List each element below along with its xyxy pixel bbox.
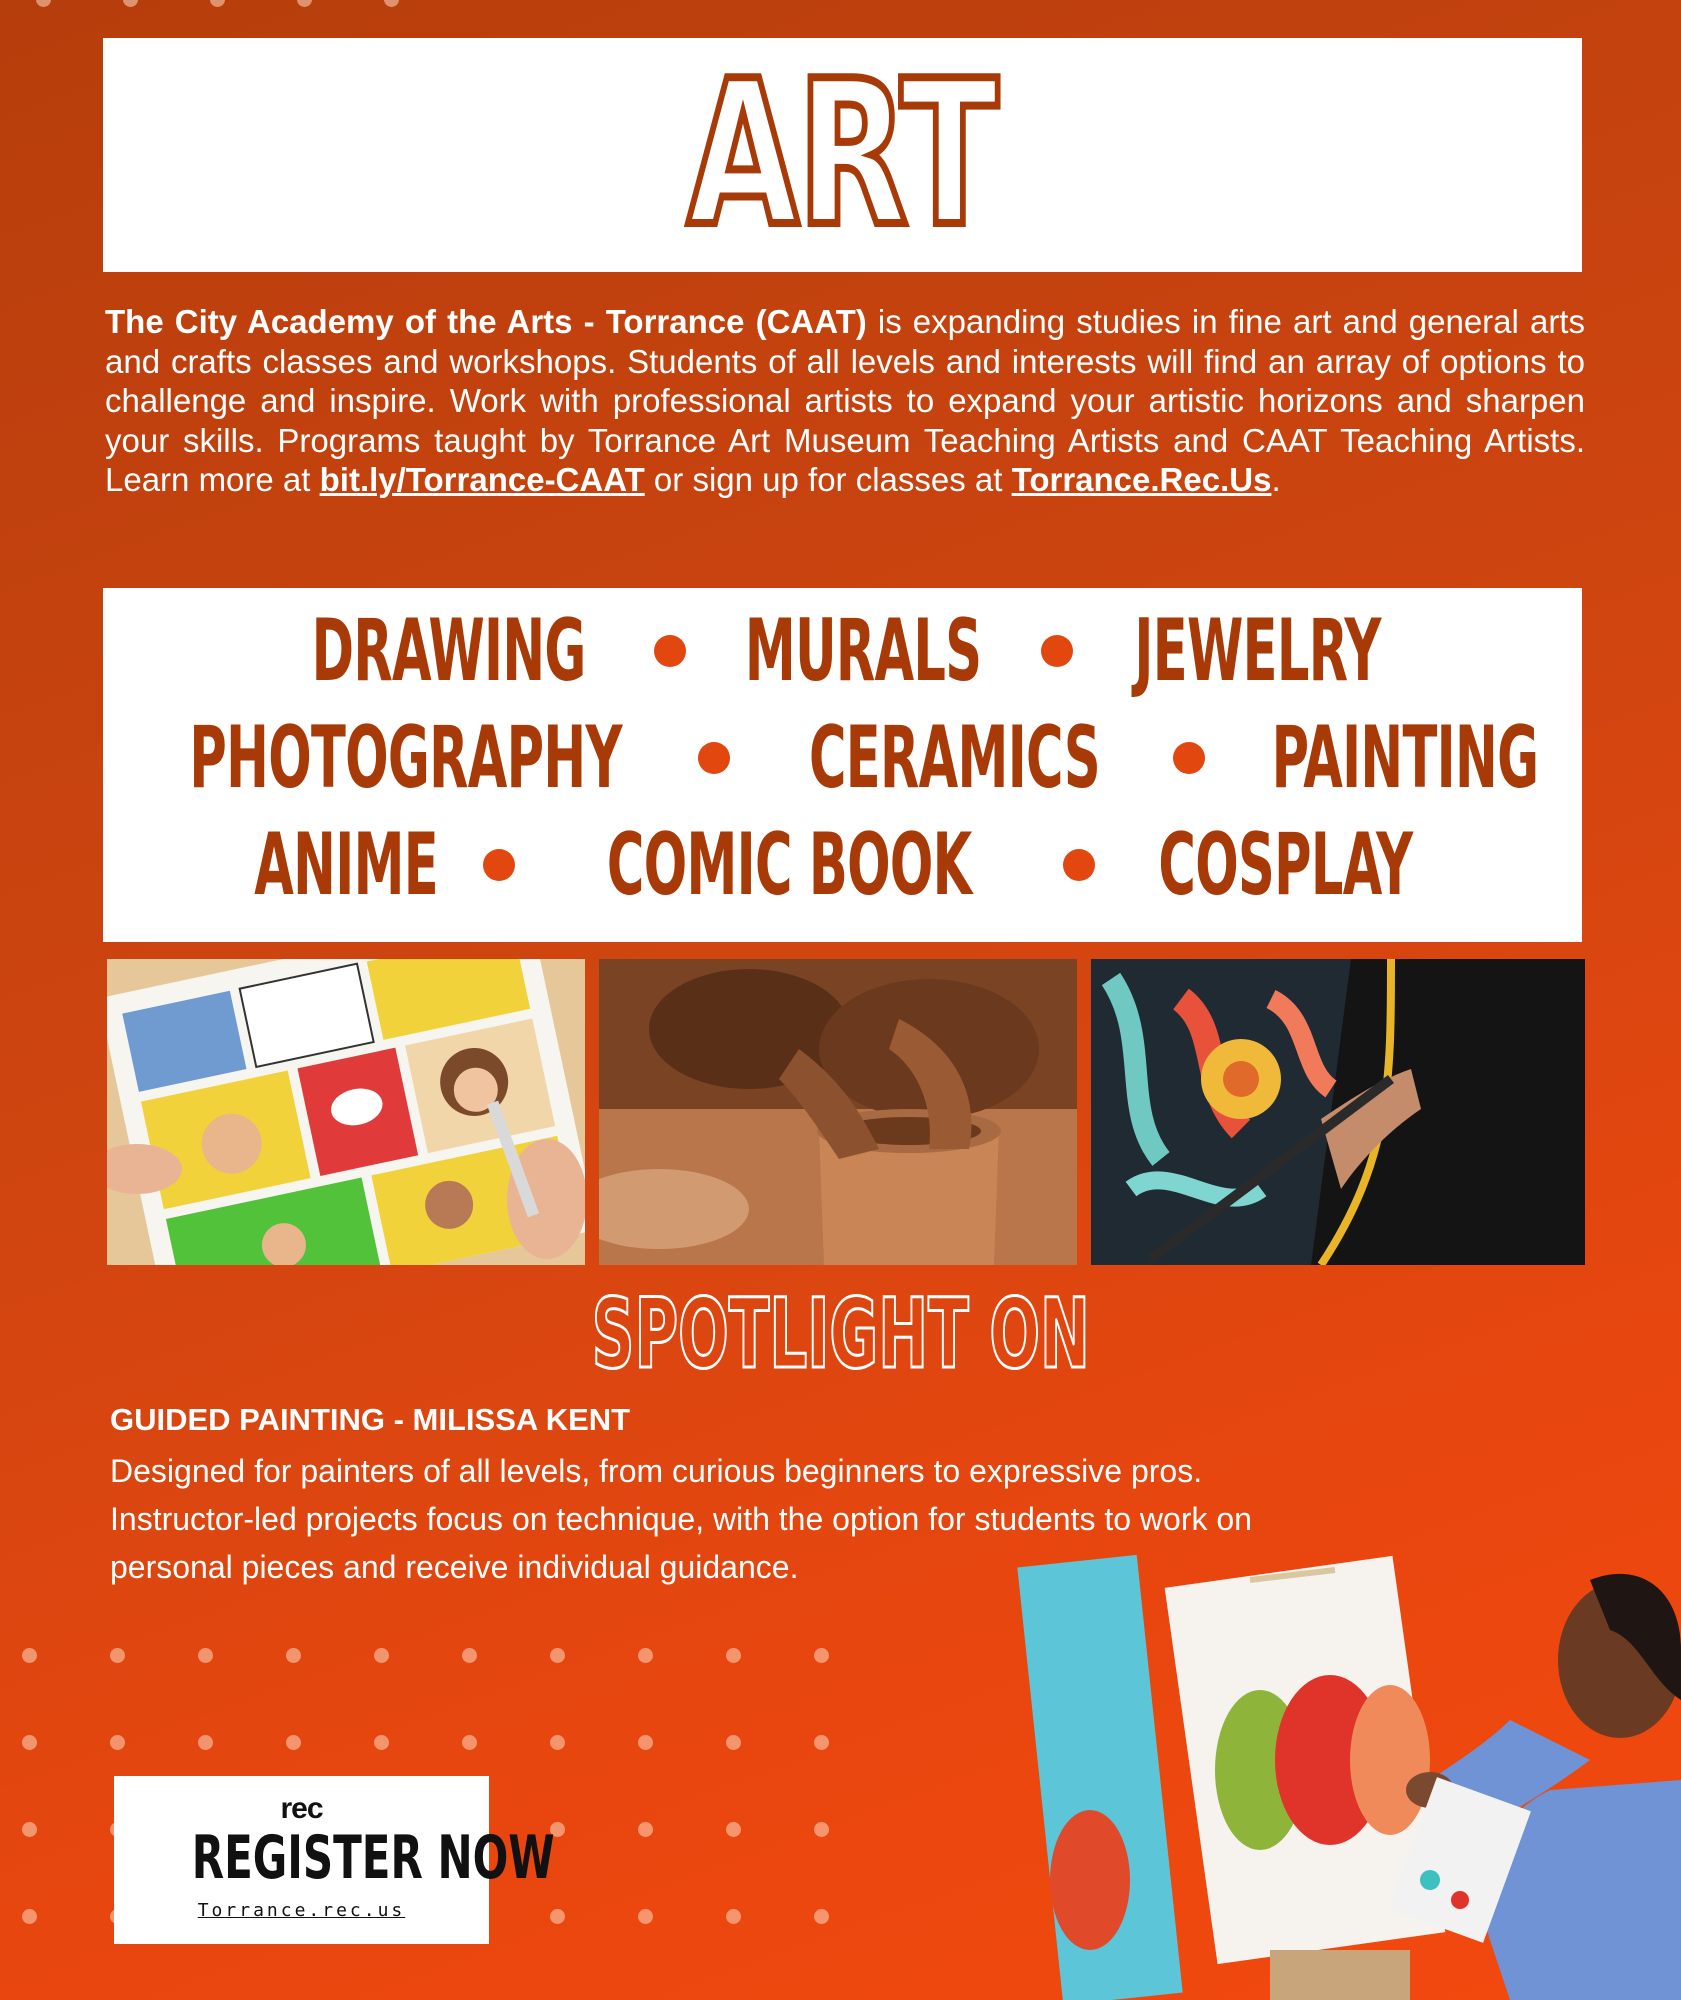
- category-item: ANIME: [253, 815, 438, 915]
- comic-book-photo: [107, 959, 585, 1265]
- intro-text-1: is expanding studies in fine art and general arts and crafts classes and workshops. Students of all levels and interests will find an array of options to challenge and inspire. Work with professional artists to expand your artistic horizons and sharpen your skills. Programs taught by Torrance Art Museum Teaching Artists and CAAT Teaching Artists. Learn more at: [105, 303, 1585, 498]
- painter-photo: [990, 1460, 1681, 2000]
- intro-paragraph: [105, 302, 1585, 500]
- caat-info-link[interactable]: bit.ly/Torrance-CAAT: [319, 461, 645, 498]
- category-item: PAINTING: [1271, 708, 1538, 808]
- decorative-dot: [110, 1735, 125, 1750]
- category-item: MURALS: [745, 601, 982, 701]
- categories-row-1: [103, 601, 1582, 701]
- decorative-dot: [462, 1648, 477, 1663]
- decorative-dot: [286, 1648, 301, 1663]
- category-item: JEWELRY: [1134, 601, 1381, 701]
- decorative-dot: [726, 1648, 741, 1663]
- bullet-dot: [483, 849, 515, 881]
- decorative-dot: [462, 1735, 477, 1750]
- decorative-dot: [638, 1735, 653, 1750]
- intro-text-2: or sign up for classes at: [644, 461, 1012, 498]
- bullet-dot: [1063, 849, 1095, 881]
- register-label: REGISTER NOW: [191, 1823, 555, 1893]
- decorative-dot: [384, 0, 399, 7]
- decorative-dot: [638, 1909, 653, 1924]
- decorative-dot: [374, 1735, 389, 1750]
- category-item: DRAWING: [311, 601, 586, 701]
- decorative-dot: [198, 1735, 213, 1750]
- decorative-dot: [110, 1648, 125, 1663]
- org-name: The City Academy of the Arts - Torrance (CAAT): [105, 303, 867, 340]
- decorative-dot: [814, 1909, 829, 1924]
- intro-text-3: .: [1271, 461, 1281, 498]
- register-now-button[interactable]: [114, 1776, 555, 1944]
- decorative-dot: [550, 1909, 565, 1924]
- bullet-dot: [1173, 742, 1205, 774]
- category-item: CERAMICS: [808, 708, 1100, 808]
- category-item: COSPLAY: [1158, 815, 1413, 915]
- decorative-dot: [198, 1648, 213, 1663]
- decorative-dot: [814, 1735, 829, 1750]
- categories-row-2: [103, 708, 1582, 808]
- categories-row-3: [103, 815, 1582, 915]
- decorative-dot: [726, 1822, 741, 1837]
- bullet-dot: [698, 742, 730, 774]
- decorative-dot: [297, 0, 312, 7]
- rec-logo: rec: [280, 1792, 323, 1825]
- decorative-dot: [638, 1822, 653, 1837]
- decorative-dot: [22, 1822, 37, 1837]
- title-banner: [103, 38, 1582, 272]
- spotlight-description: Designed for painters of all levels, from curious beginners to expressive pros. Instructor-led projects focus on technique, with the option for students to work on personal pieces and receive individual guidance.: [110, 1453, 1252, 1585]
- decorative-dot: [638, 1648, 653, 1663]
- decorative-dot: [550, 1735, 565, 1750]
- pottery-photo: [599, 959, 1077, 1265]
- decorative-dot: [550, 1648, 565, 1663]
- decorative-dot: [374, 1648, 389, 1663]
- decorative-dot: [814, 1822, 829, 1837]
- bullet-dot: [654, 635, 686, 667]
- register-url[interactable]: Torrance.rec.us: [197, 1900, 406, 1921]
- page-title: ART: [687, 38, 998, 271]
- spotlight-heading: SPOTLIGHT ON: [591, 1278, 1090, 1390]
- rec-signup-link[interactable]: Torrance.Rec.Us: [1011, 461, 1272, 498]
- mural-photo: [1091, 959, 1585, 1265]
- decorative-dot: [210, 0, 225, 7]
- category-item: PHOTOGRAPHY: [189, 708, 623, 808]
- decorative-dot: [123, 0, 138, 7]
- categories-banner: [103, 588, 1582, 942]
- decorative-dot: [36, 0, 51, 7]
- bullet-dot: [1041, 635, 1073, 667]
- decorative-dot: [286, 1735, 301, 1750]
- decorative-dot: [814, 1648, 829, 1663]
- decorative-dot: [726, 1735, 741, 1750]
- category-item: COMIC BOOK: [606, 815, 972, 915]
- decorative-dot: [22, 1648, 37, 1663]
- decorative-dot: [22, 1909, 37, 1924]
- decorative-dot: [726, 1909, 741, 1924]
- decorative-dot: [22, 1735, 37, 1750]
- spotlight-title: GUIDED PAINTING - MILISSA KENT: [110, 1402, 631, 1437]
